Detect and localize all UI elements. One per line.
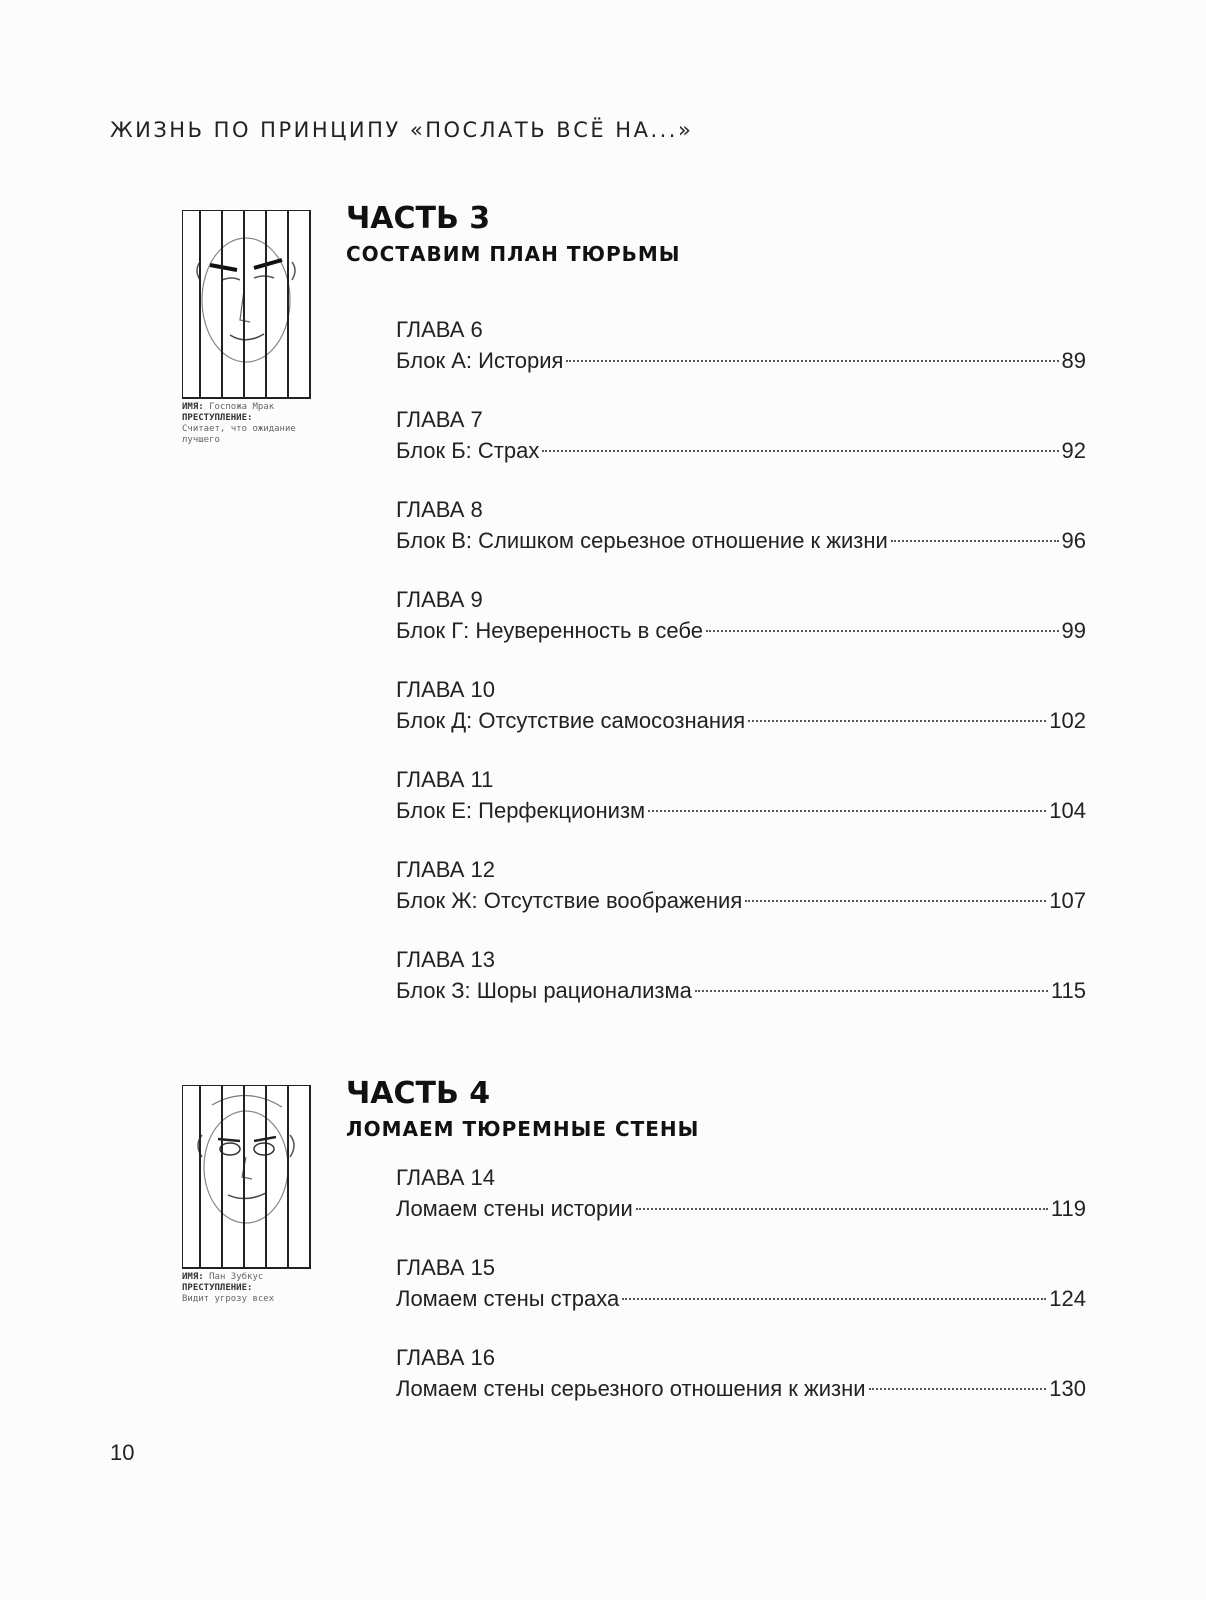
page-ref: 130 — [1049, 1376, 1086, 1401]
page-ref: 104 — [1049, 798, 1086, 823]
dot-leader — [566, 360, 1058, 362]
chapter-title: Блок З: Шоры рационализма — [396, 978, 692, 1003]
prisoner-behind-bars-icon — [182, 210, 312, 400]
toc-entry[interactable] — [396, 675, 1086, 765]
toc-entry[interactable] — [396, 1163, 1086, 1253]
running-head: ЖИЗНЬ ПО ПРИНЦИПУ «ПОСЛАТЬ ВСЁ НА...» — [110, 118, 694, 142]
part-heading — [346, 1075, 699, 1141]
chapter-label: ГЛАВА 15 — [396, 1255, 495, 1280]
prisoner-behind-bars-icon — [182, 1085, 312, 1270]
chapter-label: ГЛАВА 10 — [396, 677, 495, 702]
part-number: ЧАСТЬ 4 — [346, 1076, 491, 1111]
page-ref: 89 — [1061, 348, 1086, 373]
chapter-label: ГЛАВА 13 — [396, 947, 495, 972]
toc-entry[interactable] — [396, 585, 1086, 675]
crime-label: ПРЕСТУПЛЕНИЕ: — [182, 1283, 253, 1293]
chapter-title: Блок Г: Неуверенность в себе — [396, 618, 703, 643]
page-ref: 119 — [1050, 1196, 1086, 1221]
mugshot-part-3 — [182, 210, 316, 446]
chapter-title: Ломаем стены страха — [396, 1286, 620, 1311]
toc-entry[interactable] — [396, 1343, 1086, 1433]
dot-leader — [869, 1388, 1047, 1390]
chapter-label: ГЛАВА 7 — [396, 407, 483, 432]
toc-list — [396, 315, 1086, 1035]
part-title: ЛОМАЕМ ТЮРЕМНЫЕ СТЕНЫ — [346, 1117, 700, 1141]
toc-entry[interactable] — [396, 855, 1086, 945]
name-label: ИМЯ: — [182, 402, 204, 412]
part-heading — [346, 200, 681, 266]
dot-leader — [745, 900, 1046, 902]
dot-leader — [706, 630, 1059, 632]
toc-entry[interactable] — [396, 405, 1086, 495]
dot-leader — [636, 1208, 1048, 1210]
chapter-title: Блок А: История — [396, 348, 564, 373]
crime-value: Считает, что ожидание лучшего — [182, 424, 296, 445]
chapter-title: Блок Е: Перфекционизм — [396, 798, 646, 823]
chapter-title: Блок Ж: Отсутствие воображения — [396, 888, 743, 913]
page-ref: 107 — [1049, 888, 1086, 913]
page-ref: 92 — [1061, 438, 1086, 463]
dot-leader — [542, 450, 1058, 452]
page-ref: 124 — [1049, 1286, 1086, 1311]
chapter-title: Блок Б: Страх — [396, 438, 540, 463]
chapter-label: ГЛАВА 16 — [396, 1345, 495, 1370]
toc-entry[interactable] — [396, 495, 1086, 585]
chapter-label: ГЛАВА 6 — [396, 317, 483, 342]
chapter-label: ГЛАВА 9 — [396, 587, 483, 612]
chapter-title: Блок В: Слишком серьезное отношение к жизни — [396, 528, 888, 553]
toc-entry[interactable] — [396, 1253, 1086, 1343]
chapter-label: ГЛАВА 12 — [396, 857, 495, 882]
chapter-label: ГЛАВА 8 — [396, 497, 483, 522]
page-ref: 96 — [1061, 528, 1086, 553]
page-ref: 115 — [1050, 978, 1086, 1003]
part-number: ЧАСТЬ 3 — [346, 201, 491, 236]
dot-leader — [648, 810, 1046, 812]
dot-leader — [622, 1298, 1046, 1300]
mugshot-caption — [182, 1272, 322, 1305]
page-number: 10 — [110, 1440, 135, 1465]
name-label: ИМЯ: — [182, 1272, 204, 1282]
mugshot-part-4 — [182, 1085, 316, 1305]
crime-value: Видит угрозу всех — [182, 1294, 275, 1304]
dot-leader — [748, 720, 1046, 722]
page-ref: 99 — [1061, 618, 1086, 643]
chapter-label: ГЛАВА 11 — [396, 767, 494, 792]
page-ref: 102 — [1049, 708, 1086, 733]
dot-leader — [695, 990, 1048, 992]
dot-leader — [891, 540, 1059, 542]
chapter-title: Ломаем стены истории — [396, 1196, 633, 1221]
toc-list — [396, 1163, 1086, 1433]
part-title: СОСТАВИМ ПЛАН ТЮРЬМЫ — [346, 242, 681, 266]
name-value: Пан Зубкус — [209, 1272, 264, 1282]
chapter-title: Блок Д: Отсутствие самосознания — [396, 708, 746, 733]
toc-entry[interactable] — [396, 315, 1086, 405]
toc-entry[interactable] — [396, 765, 1086, 855]
chapter-title: Ломаем стены серьезного отношения к жизни — [396, 1376, 866, 1401]
name-value: Госпожа Мрак — [209, 402, 275, 412]
chapter-label: ГЛАВА 14 — [396, 1165, 495, 1190]
toc-entry[interactable] — [396, 945, 1086, 1035]
crime-label: ПРЕСТУПЛЕНИЕ: — [182, 413, 253, 423]
mugshot-caption — [182, 402, 322, 446]
